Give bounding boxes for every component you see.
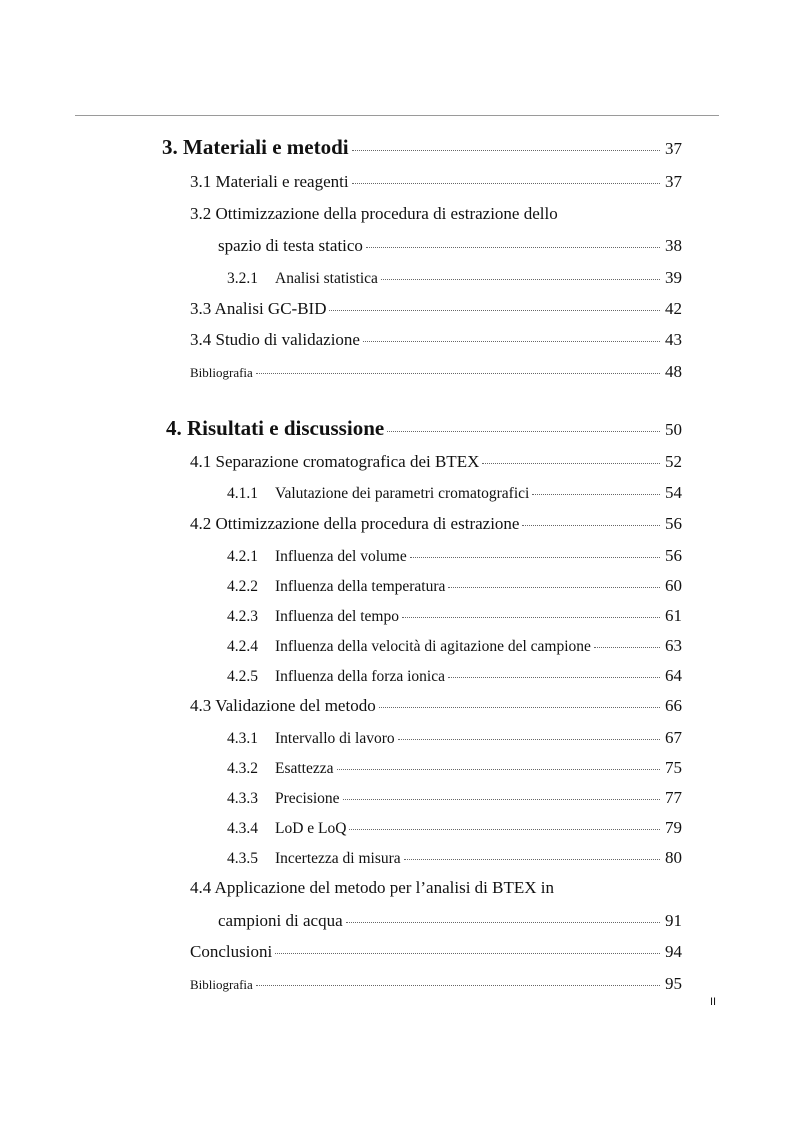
toc-page-number: 77 — [665, 788, 682, 807]
dot-leader — [337, 769, 660, 770]
toc-entry-title: 3.1 Materiali e reagenti — [190, 172, 349, 191]
toc-entry-label: Influenza della temperatura — [275, 578, 446, 595]
toc-page-number: 50 — [665, 420, 682, 439]
toc-entry-title — [227, 730, 395, 748]
toc-entry-number: 4.3.3 — [227, 790, 258, 807]
toc-entry-title — [227, 608, 399, 626]
dot-leader — [448, 677, 660, 678]
toc-entry-label: Influenza del tempo — [275, 608, 399, 625]
toc-entry-4-2-1 — [227, 546, 682, 566]
header-rule — [75, 115, 719, 116]
toc-entry-title — [227, 638, 591, 656]
dot-leader — [381, 279, 660, 280]
dot-leader — [448, 587, 660, 588]
toc-entry-4-4 — [218, 911, 682, 931]
toc-entry-title: Bibliografia — [190, 365, 253, 380]
toc-page-number: 61 — [665, 606, 682, 625]
toc-entry-4-2-5 — [227, 666, 682, 686]
toc-page-number: 75 — [665, 758, 682, 777]
toc-entry-label: Influenza della forza ionica — [275, 668, 445, 685]
toc-entry-number: 4.2.1 — [227, 548, 258, 565]
toc-entry-3-2 — [218, 236, 682, 256]
toc-entry-title: Bibliografia — [190, 977, 253, 992]
toc-entry-title — [227, 270, 378, 288]
dot-leader — [329, 310, 660, 311]
toc-page-number: 60 — [665, 576, 682, 595]
toc-entry-label: Intervallo di lavoro — [275, 730, 395, 747]
toc-entry-title — [227, 790, 340, 808]
toc-page-number: 52 — [665, 452, 682, 471]
toc-entry-4-3 — [190, 696, 682, 716]
toc-entry-label: Analisi statistica — [275, 270, 378, 287]
toc-page-number: 64 — [665, 666, 682, 685]
toc-entry-label: Esattezza — [275, 760, 334, 777]
toc-entry-title — [227, 485, 529, 503]
toc-page-number: 66 — [665, 696, 682, 715]
toc-entry-chapter-4 — [166, 416, 682, 441]
toc-page-number: 79 — [665, 818, 682, 837]
toc-page-number: 43 — [665, 330, 682, 349]
toc-page-number: 94 — [665, 942, 682, 961]
toc-entry-number: 4.3.1 — [227, 730, 258, 747]
toc-entry-title: 3. Materiali e metodi — [162, 135, 349, 159]
toc-entry-title: spazio di testa statico — [218, 236, 363, 255]
dot-leader — [379, 707, 660, 708]
toc-entry-title: 4.1 Separazione cromatografica dei BTEX — [190, 452, 480, 471]
toc-entry-title — [227, 578, 445, 596]
toc-page-number: 37 — [665, 172, 682, 191]
toc-entry-4-2-3 — [227, 606, 682, 626]
toc-page-number: 37 — [665, 139, 682, 158]
toc-entry-label: Influenza della velocità di agitazione del campione — [275, 638, 591, 655]
toc-entry-number: 4.2.4 — [227, 638, 258, 655]
dot-leader — [256, 373, 660, 374]
toc-entry-label: Precisione — [275, 790, 340, 807]
toc-entry-4-3-3 — [227, 788, 682, 808]
toc-entry-4-4-line1: 4.4 Applicazione del metodo per l’analisi di BTEX in — [190, 878, 554, 897]
dot-leader — [522, 525, 660, 526]
dot-leader — [404, 859, 660, 860]
toc-entry-label: LoD e LoQ — [275, 820, 347, 837]
toc-page-number: 56 — [665, 546, 682, 565]
toc-page-number: 80 — [665, 848, 682, 867]
toc-entry-3-2-1 — [227, 268, 682, 288]
dot-leader — [349, 829, 660, 830]
toc-entry-label: Influenza del volume — [275, 548, 407, 565]
toc-entry-number: 4.1.1 — [227, 485, 258, 502]
toc-entry-number: 4.3.2 — [227, 760, 258, 777]
dot-leader — [482, 463, 660, 464]
dot-leader — [256, 985, 660, 986]
toc-entry-bibliografia-3 — [190, 362, 682, 382]
toc-entry-title: campioni di acqua — [218, 911, 343, 930]
toc-entry-3-1 — [190, 172, 682, 192]
toc-entry-title: 4. Risultati e discussione — [166, 416, 385, 440]
toc-entry-4-1-1 — [227, 483, 682, 503]
toc-entry-title — [227, 850, 401, 868]
toc-entry-label: Valutazione dei parametri cromatografici — [275, 485, 530, 502]
toc-entry-title — [227, 820, 346, 838]
toc-page-number: 91 — [665, 911, 682, 930]
toc-entry-title: 4.3 Validazione del metodo — [190, 696, 376, 715]
toc-entry-4-3-2 — [227, 758, 682, 778]
toc-entry-title: Conclusioni — [190, 942, 273, 961]
toc-entry-4-1 — [190, 452, 682, 472]
page-number-roman: II — [710, 996, 717, 1008]
toc-page-number: 56 — [665, 514, 682, 533]
toc-entry-number: 4.2.2 — [227, 578, 258, 595]
toc-entry-title — [227, 668, 445, 686]
dot-leader — [346, 922, 660, 923]
toc-entry-bibliografia-4 — [190, 974, 682, 994]
dot-leader — [532, 494, 660, 495]
toc-page-number: 38 — [665, 236, 682, 255]
toc-page-number: 54 — [665, 483, 682, 502]
toc-page-number: 42 — [665, 299, 682, 318]
dot-leader — [402, 617, 660, 618]
toc-page-number: 39 — [665, 268, 682, 287]
dot-leader — [363, 341, 660, 342]
toc-entry-number: 3.2.1 — [227, 270, 258, 287]
toc-entry-title: 3.3 Analisi GC-BID — [190, 299, 327, 318]
toc-entry-3-4 — [190, 330, 682, 350]
dot-leader — [352, 183, 660, 184]
dot-leader — [594, 647, 660, 648]
toc-entry-4-2-4 — [227, 636, 682, 656]
toc-entry-4-2 — [190, 514, 682, 534]
toc-entry-number: 4.2.3 — [227, 608, 258, 625]
toc-entry-chapter-3 — [162, 135, 682, 160]
dot-leader — [387, 431, 660, 432]
toc-page-number: 67 — [665, 728, 682, 747]
toc-entry-4-3-5 — [227, 848, 682, 868]
toc-entry-3-2-line1: 3.2 Ottimizzazione della procedura di estrazione dello — [190, 204, 558, 223]
toc-entry-3-3 — [190, 299, 682, 319]
toc-entry-number: 4.2.5 — [227, 668, 258, 685]
toc-page-number: 63 — [665, 636, 682, 655]
toc-entry-4-2-2 — [227, 576, 682, 596]
toc-entry-number: 4.3.4 — [227, 820, 258, 837]
toc-entry-4-3-1 — [227, 728, 682, 748]
dot-leader — [366, 247, 660, 248]
toc-page-number: 48 — [665, 362, 682, 381]
dot-leader — [343, 799, 660, 800]
toc-page-number: 95 — [665, 974, 682, 993]
toc-entry-label: Incertezza di misura — [275, 850, 401, 867]
dot-leader — [275, 953, 660, 954]
toc-entry-conclusioni — [190, 942, 682, 962]
toc-entry-title: 4.2 Ottimizzazione della procedura di estrazione — [190, 514, 520, 533]
dot-leader — [352, 150, 660, 151]
toc-entry-4-3-4 — [227, 818, 682, 838]
toc-entry-title: 3.4 Studio di validazione — [190, 330, 360, 349]
dot-leader — [410, 557, 660, 558]
dot-leader — [398, 739, 660, 740]
toc-entry-number: 4.3.5 — [227, 850, 258, 867]
toc-entry-title — [227, 760, 334, 778]
toc-entry-title — [227, 548, 407, 566]
